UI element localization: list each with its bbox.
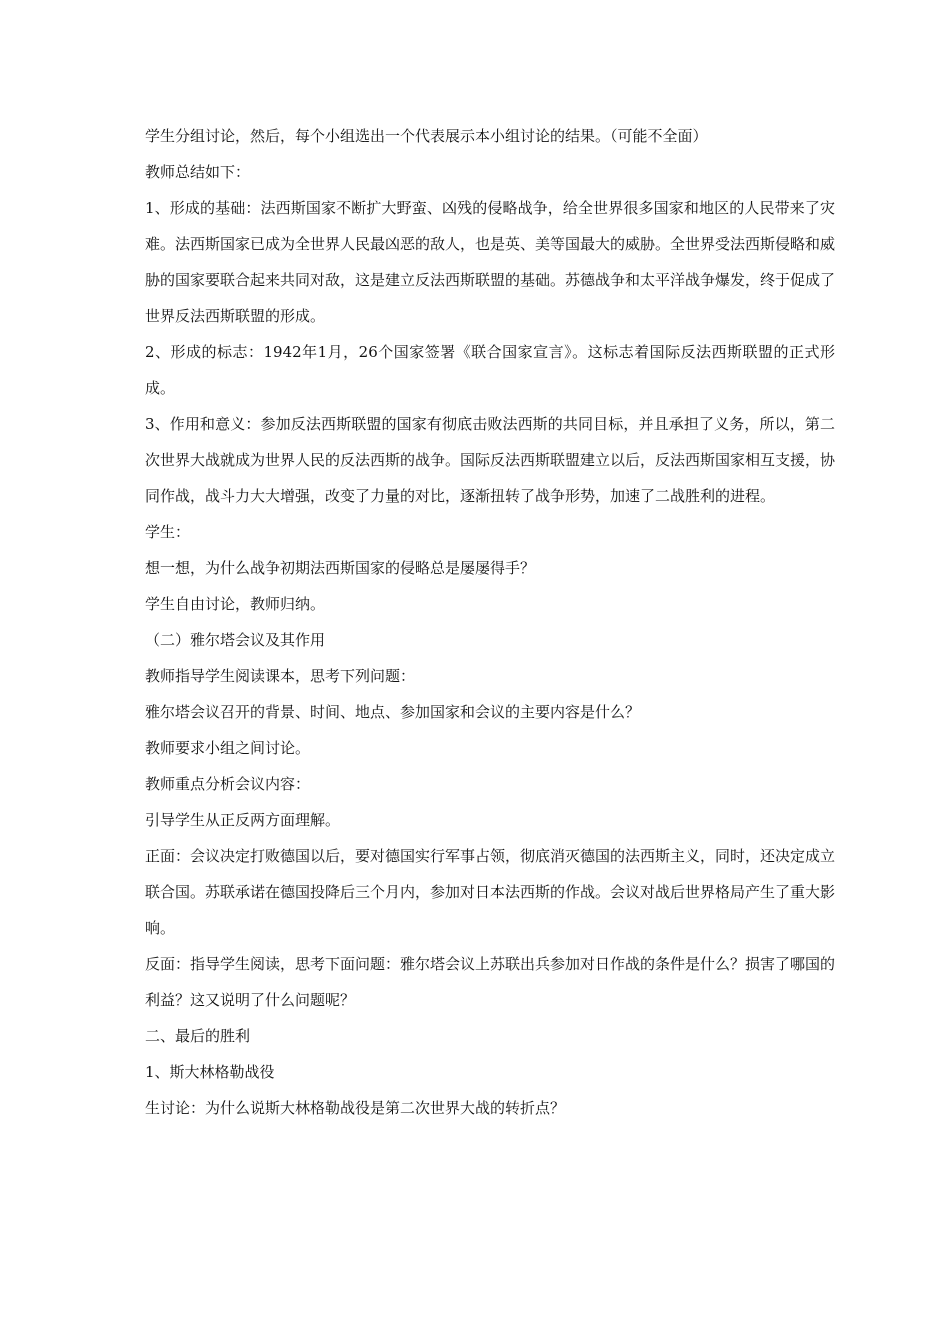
paragraph-students: 学生：: [145, 523, 191, 541]
section-heading-yalta: （二）雅尔塔会议及其作用: [145, 631, 326, 649]
paragraph-role-significance: 3、作用和意义：参加反法西斯联盟的国家有彻底击败法西斯的共同目标，并且承担了义务，所以，第二次世界大战就成为世界人民的反法西斯的战争。国际反法西斯联盟建立以后，反法西斯国家相互支援，协同作战，战斗力大大增强，改变了力量的对比，逐渐扭转了战争形势，加速了二战胜利的进程。: [145, 415, 836, 505]
paragraph-think-question: 想一想，为什么战争初期法西斯国家的侵略总是屡屡得手？: [145, 559, 536, 577]
document-body: [145, 126, 835, 1134]
paragraph-group-discussion: 学生分组讨论，然后，每个小组选出一个代表展示本小组讨论的结果。（可能不全面）: [145, 127, 708, 145]
subheading-stalingrad: 1、斯大林格勒战役: [145, 1063, 275, 1081]
paragraph-teacher-summary: 教师总结如下：: [145, 163, 251, 181]
paragraph-formation-basis: 1、形成的基础：法西斯国家不断扩大野蛮、凶残的侵略战争，给全世界很多国家和地区的人民带来了灾难。法西斯国家已成为全世界人民最凶恶的敌人，也是英、美等国最大的威胁。全世界受法西斯侵略和威胁的国家要联合起来共同对敌，这是建立反法西斯联盟的基础。苏德战争和太平洋战争爆发，终于促成了世界反法西斯联盟的形成。: [145, 199, 836, 325]
paragraph-free-discussion: 学生自由讨论，教师归纳。: [145, 595, 326, 613]
paragraph-stalingrad-question: 生讨论：为什么说斯大林格勒战役是第二次世界大战的转折点？: [145, 1099, 566, 1117]
paragraph-analysis: 教师重点分析会议内容：: [145, 775, 311, 793]
paragraph-two-sides: 引导学生从正反两方面理解。: [145, 811, 341, 829]
paragraph-group-requirement: 教师要求小组之间讨论。: [145, 739, 311, 757]
paragraph-formation-sign: 2、形成的标志：1942年1月，26个国家签署《联合国家宣言》。这标志着国际反法西斯联盟的正式形成。: [145, 343, 835, 397]
section-heading-final-victory: 二、最后的胜利: [145, 1027, 251, 1045]
paragraph-negative-side: 反面：指导学生阅读，思考下面问题：雅尔塔会议上苏联出兵参加对日作战的条件是什么？损害了哪国的利益？这又说明了什么问题呢？: [145, 955, 836, 1009]
paragraph-reading-guide: 教师指导学生阅读课本，思考下列问题：: [145, 667, 416, 685]
paragraph-yalta-question: 雅尔塔会议召开的背景、时间、地点、参加国家和会议的主要内容是什么？: [145, 703, 641, 721]
paragraph-positive-side: 正面：会议决定打败德国以后，要对德国实行军事占领，彻底消灭德国的法西斯主义，同时，还决定成立联合国。苏联承诺在德国投降后三个月内，参加对日本法西斯的作战。会议对战后世界格局产生了重大影响。: [145, 847, 836, 937]
